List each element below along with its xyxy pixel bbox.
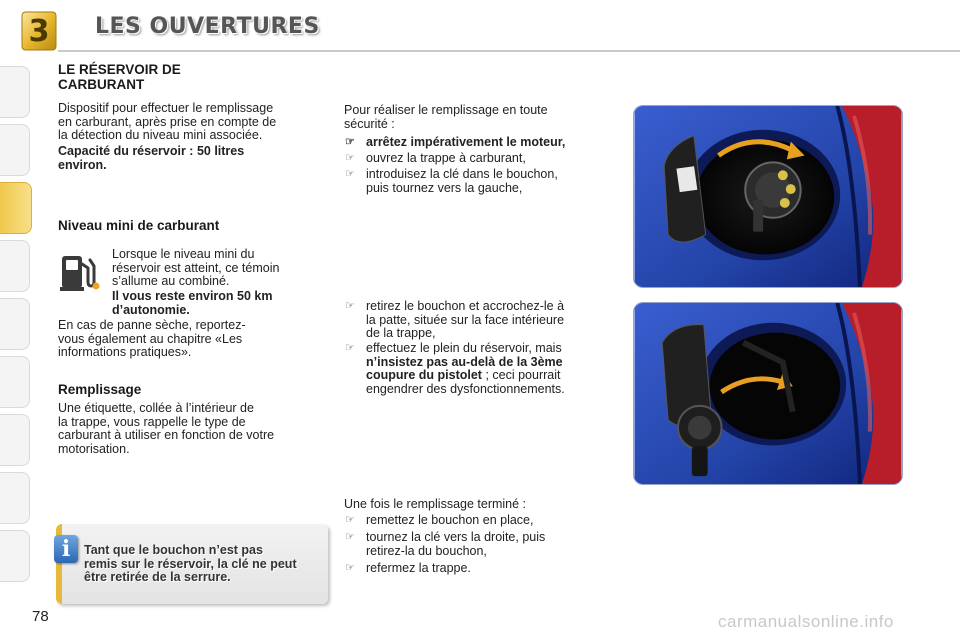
side-tab-4[interactable] [0,240,30,292]
hand-bullet-icon: ☞ [345,152,355,164]
info-text: Tant que le bouchon n’est pas remis sur le réservoir, la clé ne peut être retirée de la serrure. [84,543,297,584]
step-turn-key: ☞ tournez la clé vers la droite, puis retirez-la du bouchon, [345,530,546,558]
step-close-flap: ☞ refermez la trappe. [345,561,471,575]
hand-bullet-icon: ☞ [345,342,355,354]
side-tab-2[interactable] [0,124,30,176]
step-replace-cap: ☞ remettez le bouchon en place, [345,513,534,527]
watermark: carmanualsonline.info [718,612,894,631]
chapter-title: LES OUVERTURES [95,14,320,39]
side-tab-6[interactable] [0,356,30,408]
autonomy-paragraph: Il vous reste environ 50 km d’autonomie. [112,289,273,317]
remplissage-title: Remplissage [58,382,142,397]
side-tab-3-active[interactable] [0,182,32,234]
step-stop-engine: ☞ arrêtez impérativement le moteur, [345,135,566,149]
capacity-paragraph: Capacité du réservoir : 50 litres environ. [58,144,245,172]
side-tab-7[interactable] [0,414,30,466]
photo-cap-on-flap [633,302,903,485]
hand-bullet-icon: ☞ [345,514,355,526]
niveau-paragraph: Lorsque le niveau mini du réservoir est atteint, ce témoin s’allume au combiné. [112,247,280,288]
hand-bullet-icon: ☞ [345,300,355,312]
remplissage-paragraph: Une étiquette, collée à l’intérieur de la trappe, vous rappelle le type de carburant à utiliser en fonction de votre motorisation. [58,401,275,456]
after-filling-intro: Une fois le remplissage terminé : [344,497,527,511]
intro-paragraph: Dispositif pour effectuer le remplissage en carburant, après prise en compte de la détection du niveau mini associée. [58,101,277,142]
side-tab-9[interactable] [0,530,30,582]
page-number: 78 [32,608,49,625]
panne-paragraph: En cas de panne sèche, reportez- vous également au chapitre «Les informations pratiques». [58,318,246,359]
side-tab-8[interactable] [0,472,30,524]
niveau-title: Niveau mini de carburant [58,218,220,233]
header-rule [58,50,960,52]
step-open-flap: ☞ ouvrez la trappe à carburant, [345,151,526,165]
hand-bullet-icon: ☞ [345,562,355,574]
filling-intro: Pour réaliser le remplissage en toute sécurité : [344,103,548,131]
chapter-number: 3 [28,13,50,49]
fuel-pump-warning-icon [58,252,100,294]
section-title: LE RÉSERVOIR DE CARBURANT [58,62,181,92]
step-fill-tank: ☞ effectuez le plein du réservoir, mais n’insistez pas au-delà de la 3ème coupure du pistolet ; ceci pourrait engendrer des dysfonctionnements. [345,341,565,396]
info-icon: i [54,535,78,563]
hand-bullet-icon: ☞ [345,531,355,543]
side-tab-5[interactable] [0,298,30,350]
hand-bullet-icon: ☞ [345,168,355,180]
step-remove-cap: ☞ retirez le bouchon et accrochez-le à la patte, située sur la face intérieure de la trappe, [345,299,565,340]
step-insert-key: ☞ introduisez la clé dans le bouchon, puis tournez vers la gauche, [345,167,558,195]
photo-open-fuel-cap [633,105,903,288]
side-tab-1[interactable] [0,66,30,118]
hand-bullet-icon: ☞ [345,136,355,148]
